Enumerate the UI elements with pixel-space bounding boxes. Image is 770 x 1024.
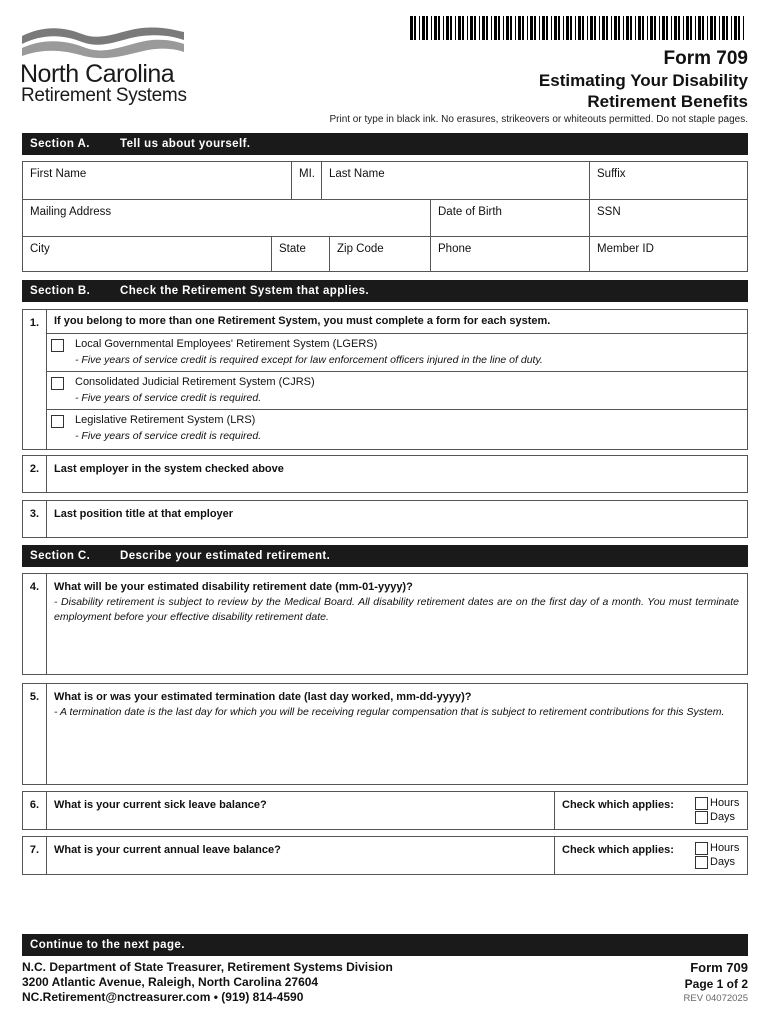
lgers-note: - Five years of service credit is required except for law enforcement officers injured in the line of duty. xyxy=(75,354,543,366)
ssn-label: SSN xyxy=(597,206,621,218)
date-of-birth-field[interactable] xyxy=(430,200,589,236)
mailing-address-field[interactable] xyxy=(23,200,430,236)
section-a-header xyxy=(22,133,748,155)
logo-text-line2: Retirement Systems xyxy=(21,85,187,106)
annual-leave-hours-checkbox[interactable] xyxy=(695,842,708,855)
section-a-title: Tell us about yourself. xyxy=(120,138,251,150)
section-c-label: Section C. xyxy=(30,550,91,562)
sick-leave-unit xyxy=(554,792,747,829)
suffix-field[interactable] xyxy=(589,162,747,199)
annual-leave-days-label: Days xyxy=(710,856,736,868)
section-a-grid xyxy=(22,161,748,272)
mi-label: MI. xyxy=(299,168,315,180)
phone-field[interactable] xyxy=(430,237,589,272)
lgers-checkbox[interactable] xyxy=(51,339,64,352)
question-4-text: What will be your estimated disability retirement date (mm-01-yyyy)? xyxy=(54,581,413,593)
lgers-label: Local Governmental Employees' Retirement System (LGERS) xyxy=(75,338,378,350)
section-b-label: Section B. xyxy=(30,285,91,297)
question-7-text: What is your current annual leave balance? xyxy=(54,844,281,856)
form-title xyxy=(448,70,748,112)
footer-revision: REV 04072025 xyxy=(683,993,748,1004)
footer-address xyxy=(22,960,393,1005)
footer-line1: N.C. Department of State Treasurer, Retirement Systems Division xyxy=(22,960,393,974)
question-7[interactable] xyxy=(22,836,748,875)
footer-line2: 3200 Atlantic Avenue, Raleigh, North Carolina 27604 xyxy=(22,975,319,989)
city-field[interactable] xyxy=(23,237,271,272)
zip-code-field[interactable] xyxy=(329,237,430,272)
section-a-row-address xyxy=(23,199,747,236)
option-cjrs xyxy=(47,371,747,409)
zip-code-label: Zip Code xyxy=(337,243,384,255)
question-6-text: What is your current sick leave balance? xyxy=(54,799,267,811)
question-1-text: If you belong to more than one Retirement System, you must complete a form for each system. xyxy=(54,315,551,327)
question-4[interactable] xyxy=(22,573,748,675)
state-label: State xyxy=(279,243,306,255)
section-c-title: Describe your estimated retirement. xyxy=(120,550,331,562)
question-5[interactable] xyxy=(22,683,748,785)
state-field[interactable] xyxy=(271,237,329,272)
section-a-label: Section A. xyxy=(30,138,90,150)
question-4-note: - Disability retirement is subject to review by the Medical Board. All disability retirement dates are on the first day of a month. You must terminate employment before your effective disability retirement date. xyxy=(54,596,739,623)
city-label: City xyxy=(30,243,50,255)
question-7-number: 7. xyxy=(23,837,47,874)
question-2-number: 2. xyxy=(23,456,47,492)
phone-label: Phone xyxy=(438,243,472,255)
section-a-row-name xyxy=(23,162,747,199)
question-2[interactable] xyxy=(22,455,748,493)
annual-leave-check-label: Check which applies: xyxy=(562,844,674,856)
lrs-checkbox[interactable] xyxy=(51,415,64,428)
member-id-field[interactable] xyxy=(589,237,747,272)
section-b-title: Check the Retirement System that applies. xyxy=(120,285,370,297)
section-a-row-city xyxy=(23,236,747,272)
section-c-header xyxy=(22,545,748,567)
sick-leave-check-label: Check which applies: xyxy=(562,799,674,811)
lrs-note: - Five years of service credit is required. xyxy=(75,430,262,442)
continue-bar xyxy=(22,934,748,956)
footer-form-number: Form 709 xyxy=(690,960,748,975)
form-title-line1: Estimating Your Disability xyxy=(538,71,748,90)
cjrs-checkbox[interactable] xyxy=(51,377,64,390)
question-2-text: Last employer in the system checked above xyxy=(54,463,284,475)
annual-leave-unit xyxy=(554,837,747,874)
sick-leave-hours-checkbox[interactable] xyxy=(695,797,708,810)
option-lgers xyxy=(47,333,747,371)
footer-line3: NC.Retirement@nctreasurer.com • (919) 814-4590 xyxy=(22,990,304,1004)
footer-page-number: Page 1 of 2 xyxy=(684,977,748,991)
question-5-note: - A termination date is the last day for which you will be receiving regular compensation that is subject to retirement contributions for this System. xyxy=(54,706,725,718)
annual-leave-hours-label: Hours xyxy=(710,842,740,854)
member-id-label: Member ID xyxy=(597,243,654,255)
cjrs-label: Consolidated Judicial Retirement System (CJRS) xyxy=(75,376,315,388)
annual-leave-days-checkbox[interactable] xyxy=(695,856,708,869)
question-6-number: 6. xyxy=(23,792,47,829)
question-6[interactable] xyxy=(22,791,748,830)
question-3[interactable] xyxy=(22,500,748,538)
ssn-field[interactable] xyxy=(589,200,747,236)
barcode xyxy=(410,16,744,40)
question-3-number: 3. xyxy=(23,501,47,537)
question-1-number: 1. xyxy=(23,310,47,449)
form-title-line2: Retirement Benefits xyxy=(587,92,748,111)
cjrs-note: - Five years of service credit is required. xyxy=(75,392,262,404)
section-b-header xyxy=(22,280,748,302)
question-4-number: 4. xyxy=(23,574,47,674)
logo-waves-icon xyxy=(22,22,184,62)
logo-text-line1: North Carolina xyxy=(20,60,175,88)
question-3-text: Last position title at that employer xyxy=(54,508,234,520)
instructions: Print or type in black ink. No erasures, strikeovers or whiteouts permitted. Do not staple pages. xyxy=(329,114,748,125)
question-1 xyxy=(22,309,748,450)
date-of-birth-label: Date of Birth xyxy=(438,206,502,218)
footer-page-info xyxy=(684,960,748,1006)
sick-leave-days-checkbox[interactable] xyxy=(695,811,708,824)
first-name-field[interactable] xyxy=(23,162,291,199)
mailing-address-label: Mailing Address xyxy=(30,206,112,218)
form-number: Form 709 xyxy=(663,48,748,69)
lrs-label: Legislative Retirement System (LRS) xyxy=(75,414,256,426)
option-lrs xyxy=(47,409,747,449)
last-name-field[interactable] xyxy=(321,162,589,199)
last-name-label: Last Name xyxy=(329,168,385,180)
question-5-number: 5. xyxy=(23,684,47,784)
sick-leave-days-label: Days xyxy=(710,811,736,823)
continue-text: Continue to the next page. xyxy=(30,939,185,951)
question-5-text: What is or was your estimated termination date (last day worked, mm-dd-yyyy)? xyxy=(54,691,472,703)
mi-field[interactable] xyxy=(291,162,321,199)
first-name-label: First Name xyxy=(30,168,87,180)
sick-leave-hours-label: Hours xyxy=(710,797,740,809)
suffix-label: Suffix xyxy=(597,168,626,180)
